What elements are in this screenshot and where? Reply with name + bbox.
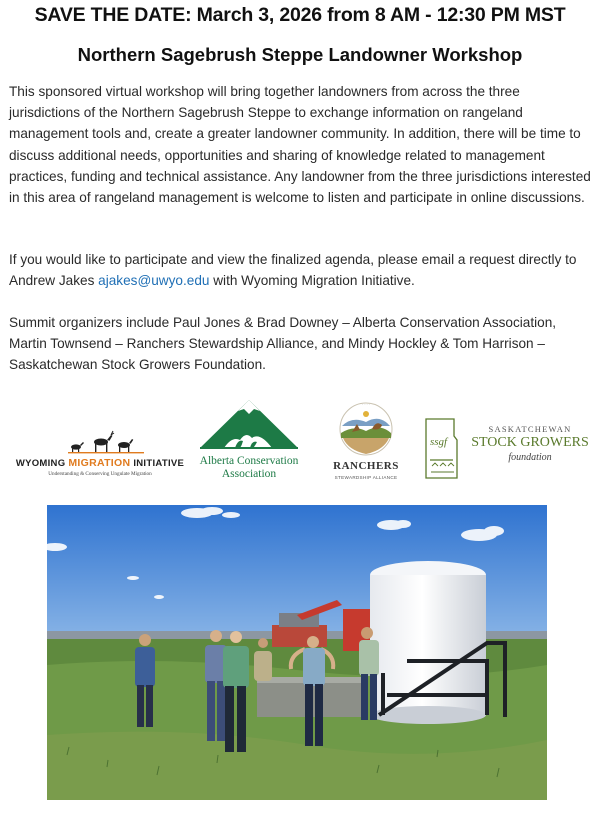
workshop-title: Northern Sagebrush Steppe Landowner Workshop <box>77 44 523 65</box>
alberta-name-line1: Alberta Conservation <box>199 455 299 467</box>
wyoming-word: WYOMING <box>15 458 66 469</box>
foundation-word: foundation <box>508 452 552 463</box>
stock-growers-word: STOCK GROWERS <box>471 435 589 450</box>
mountain-icon <box>194 398 304 450</box>
organizers-paragraph: Summit organizers include Paul Jones & Brad Downey – Alberta Conservation Association, Martin Townsend – Ranchers Stewardship Alliance, and Mindy Hockley & Tom Harrison – Saskatchewan Stock Growers Foundation. <box>9 315 557 373</box>
initiative-word: INITIATIVE <box>133 458 185 469</box>
save-the-date-heading: SAVE THE DATE: March 3, 2026 from 8 AM - 12:30 PM MST <box>34 4 566 26</box>
registration-text-start: If you would like to participate and view the finalized agenda, please email a request directly to Andrew Jakes <box>9 252 577 289</box>
field-photo <box>47 505 547 800</box>
alberta-name-line2: Association <box>221 468 277 480</box>
wyoming-tagline: Understanding & Conserving Ungulate Migration <box>48 471 152 477</box>
registration-text-end: with Wyoming Migration Initiative. <box>209 273 415 289</box>
ranchers-name: RANCHERS <box>333 460 399 472</box>
ssgf-logo <box>416 416 466 482</box>
saskatchewan-word: SASKATCHEWAN <box>488 424 572 434</box>
workshop-field-photo-illustration <box>47 505 547 800</box>
ranch-landscape-icon <box>322 398 410 460</box>
sponsor-logos <box>0 390 600 490</box>
description-paragraph: This sponsored virtual workshop will bring together landowners from across the three jurisdictions of the Northern Sagebrush Steppe to exchange information on rangeland management tools and, create a greater landowner community. In addition, there will be time to discuss additional needs, opportunities and sharing of knowledge related to management practices, funding and technical assistance. Any landowner from the three jurisdictions interested in this area of rangeland management is welcome to listen and participate in online discussions. <box>9 84 591 206</box>
ssgf-mark: ssgf <box>430 436 448 448</box>
ranchers-subtitle: STEWARDSHIP ALLIANCE <box>334 475 398 480</box>
registration-paragraph <box>9 249 594 291</box>
saskatchewan-stock-growers-logo <box>468 424 592 480</box>
alberta-conservation-association-logo <box>194 398 304 488</box>
wyoming-migration-initiative-logo <box>10 428 190 483</box>
saskatchewan-outline-icon <box>416 416 466 482</box>
email-link[interactable]: ajakes@uwyo.edu <box>98 273 210 289</box>
ranchers-stewardship-alliance-logo <box>322 398 410 488</box>
svg-text:· · · ·: · · · · <box>362 403 370 407</box>
migration-word: MIGRATION <box>68 457 131 469</box>
migrating-animals-icon <box>10 428 190 454</box>
